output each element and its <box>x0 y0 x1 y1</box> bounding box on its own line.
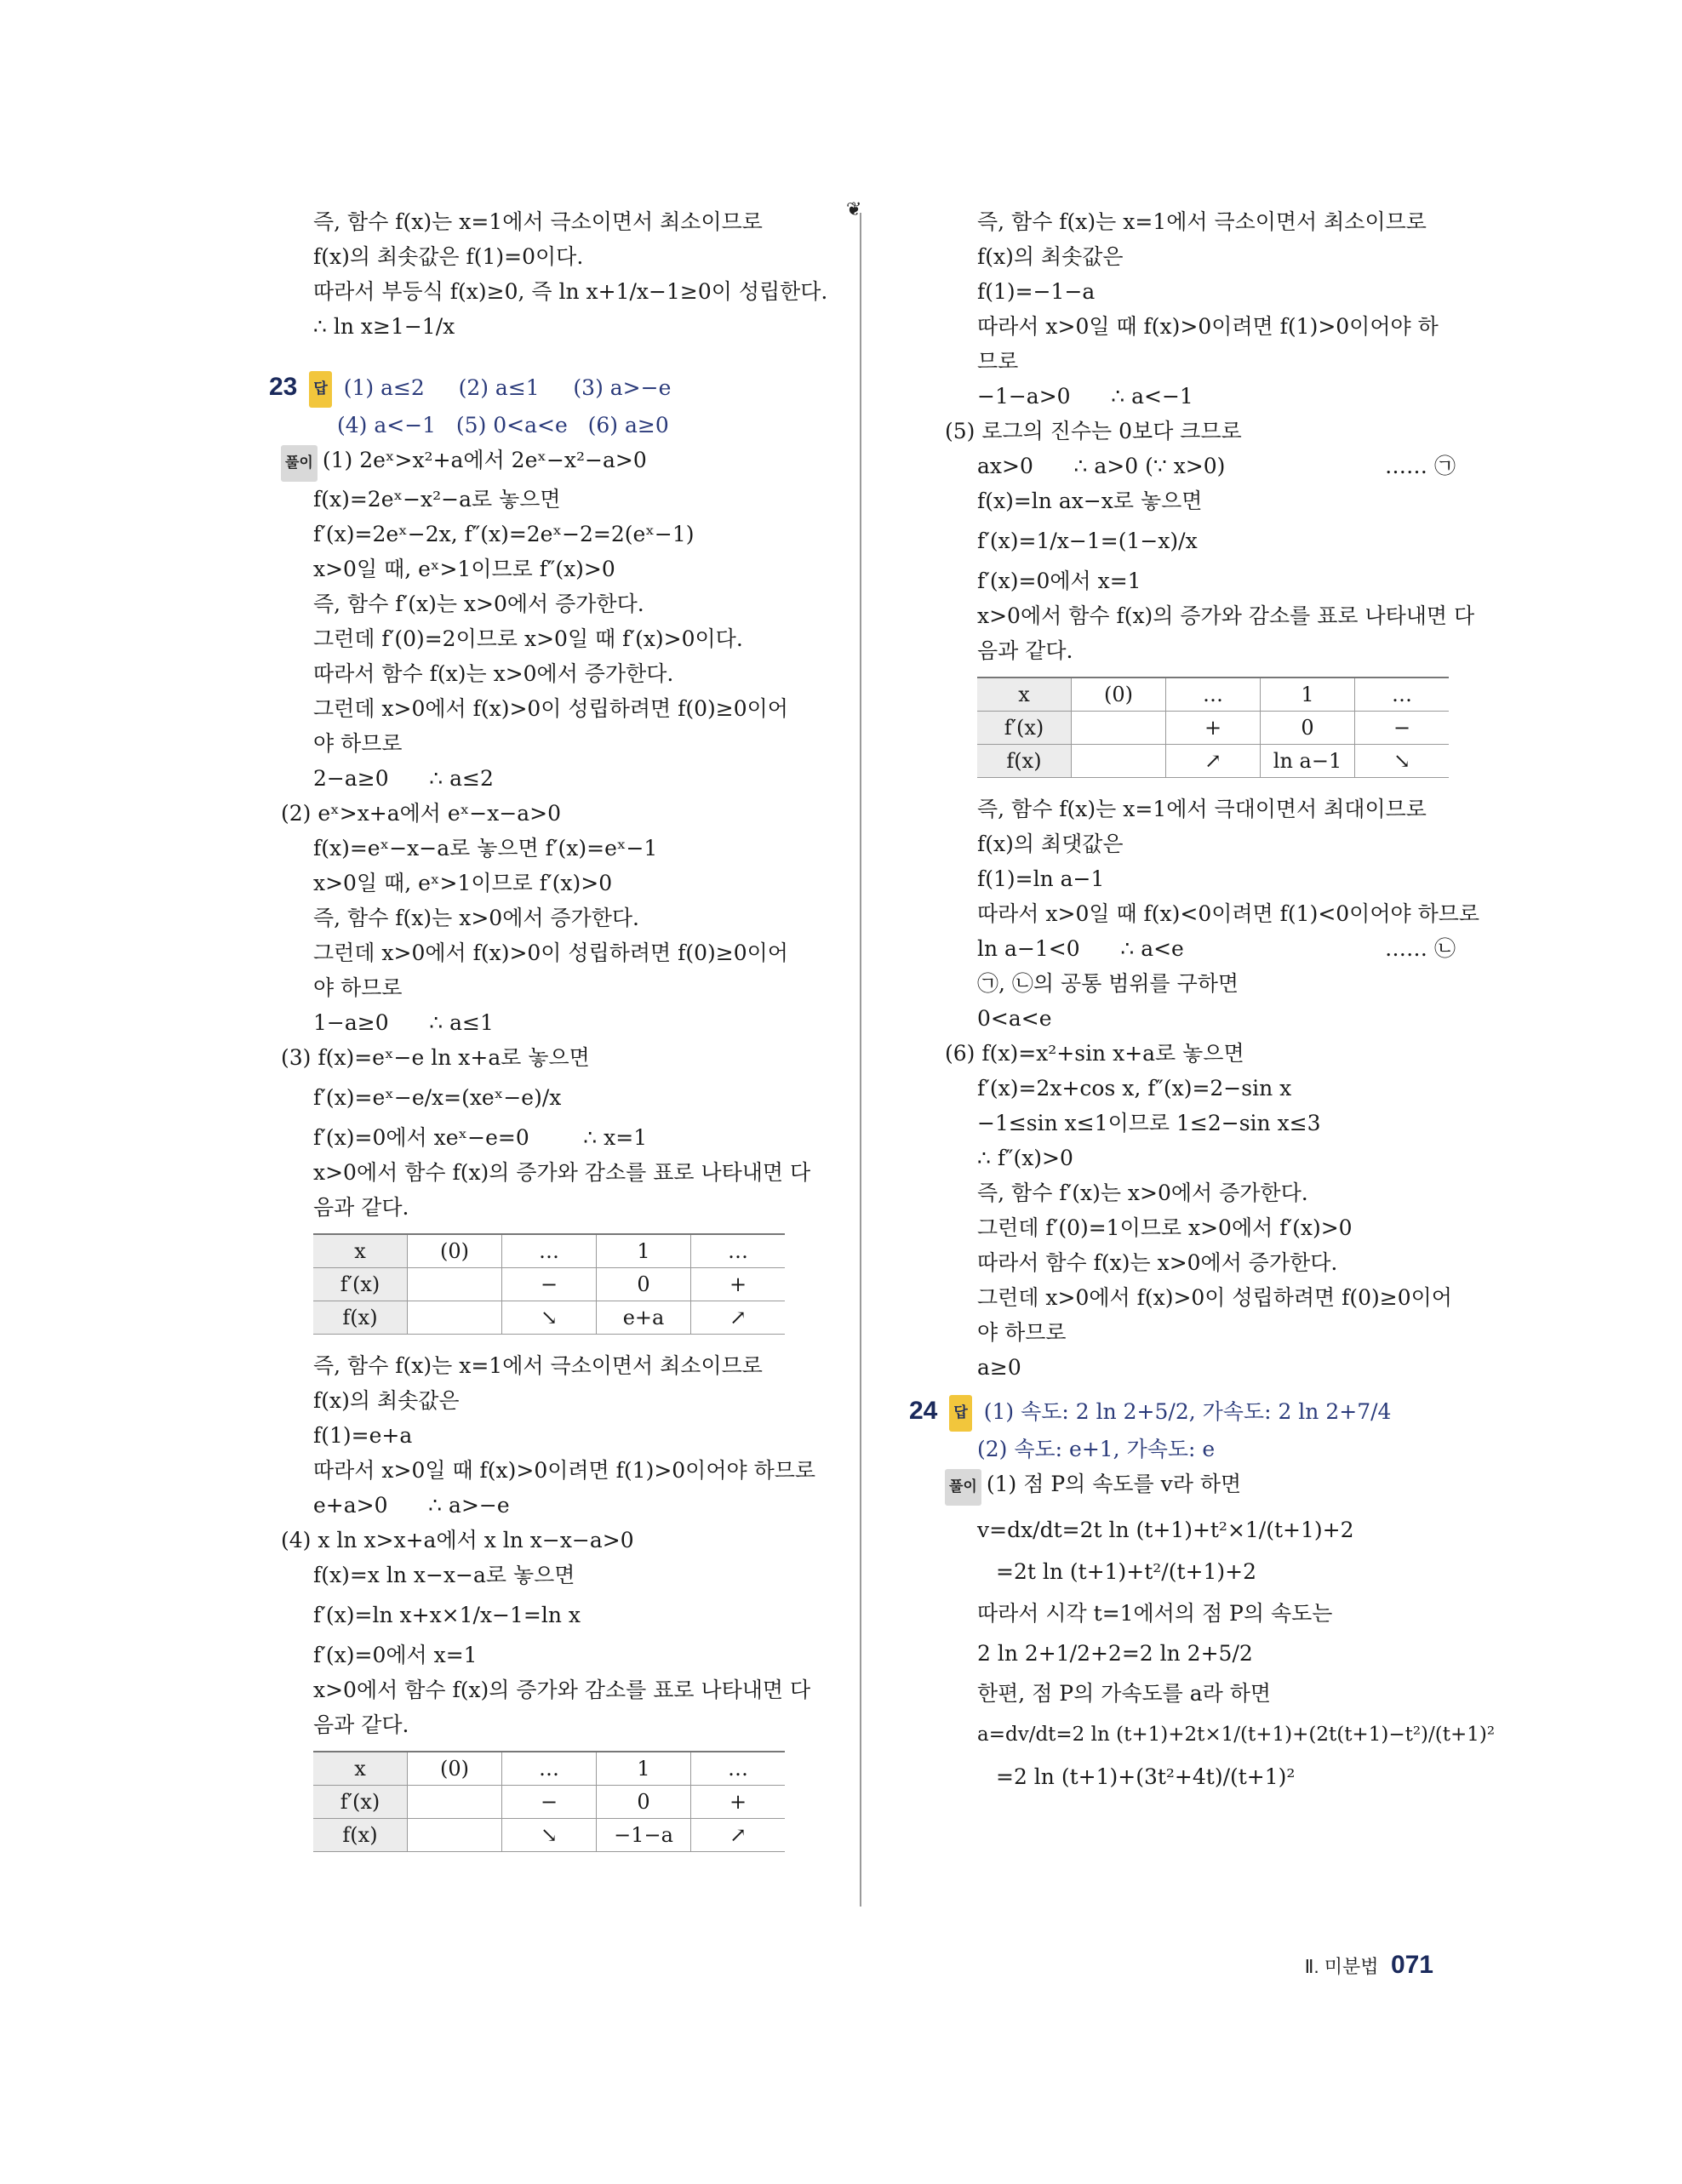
text-line: f′(x)=1/x−1=(1−x)/x <box>977 529 1198 553</box>
q23-answers-row1: (1) a≤2 (2) a≤1 (3) a>−e <box>343 375 672 400</box>
table-cell: − <box>502 1268 597 1301</box>
q24-answer-1: (1) 속도: 2 ln 2+5/2, 가속도: 2 ln 2+7/4 <box>983 1399 1392 1424</box>
text-line: v=dx/dt=2t ln (t+1)+t²×1/(t+1)+2 <box>977 1518 1354 1542</box>
text-line: 즉, 함수 f(x)는 x=1에서 극소이면서 최소이므로 <box>977 209 1427 234</box>
text-line: 즉, 함수 f(x)는 x=1에서 극소이면서 최소이므로 <box>313 209 763 234</box>
table-cell: x <box>313 1234 408 1268</box>
text-line: =2t ln (t+1)+t²/(t+1)+2 <box>996 1559 1256 1584</box>
section-title: Ⅱ. 미분법 <box>1304 1956 1379 1977</box>
text-line: (4) x ln x>x+a에서 x ln x−x−a>0 <box>281 1528 634 1552</box>
solution-tag: 풀이 <box>945 1469 981 1506</box>
text-line: (1) 2eˣ>x²+a에서 2eˣ−x²−a>0 <box>322 448 647 472</box>
table-cell: f′(x) <box>977 712 1072 745</box>
text-line: 따라서 함수 f(x)는 x>0에서 증가한다. <box>977 1250 1338 1275</box>
text-line: f′(x)=eˣ−e/x=(xeˣ−e)/x <box>313 1085 562 1110</box>
table-cell: −1−a <box>597 1819 691 1852</box>
table-cell: 1 <box>597 1234 691 1268</box>
table-cell: … <box>1166 677 1261 712</box>
table-cell: ↘ <box>502 1819 597 1852</box>
q23-part1-head <box>281 443 826 482</box>
text-line: ∴ f″(x)>0 <box>977 1146 1073 1170</box>
text-line: 따라서 x>0일 때 f(x)>0이려면 f(1)>0이어야 하므로 <box>313 1458 816 1483</box>
text-line: ax>0 ∴ a>0 (∵ x>0) <box>977 454 1226 478</box>
text-line: 0<a<e <box>977 1006 1052 1031</box>
variation-table-3 <box>313 1233 785 1335</box>
table-cell <box>408 1819 502 1852</box>
text-line: 즉, 함수 f′(x)는 x>0에서 증가한다. <box>977 1181 1308 1205</box>
text-line: =2 ln (t+1)+(3t²+4t)/(t+1)² <box>996 1764 1296 1789</box>
text-line: f′(x)=0에서 xeˣ−e=0 ∴ x=1 <box>313 1125 648 1150</box>
table-cell <box>408 1301 502 1335</box>
text-line: a=dv/dt=2 ln (t+1)+2t×1/(t+1)+(2t(t+1)−t²)/(t+1)² <box>977 1724 1496 1746</box>
text-line: 따라서 시각 t=1에서의 점 P의 속도는 <box>977 1601 1333 1626</box>
solution-tag: 풀이 <box>281 445 318 482</box>
column-divider <box>860 213 861 1907</box>
text-line: −1−a>0 ∴ a<−1 <box>977 384 1193 409</box>
table-cell <box>408 1268 502 1301</box>
text-line: 한편, 점 P의 가속도를 a라 하면 <box>977 1681 1272 1706</box>
text-line: f′(x)=0에서 x=1 <box>977 569 1141 593</box>
text-line-with-mark <box>945 449 1456 483</box>
table-cell: f′(x) <box>313 1786 408 1819</box>
text-line: f(1)=e+a <box>313 1423 413 1448</box>
table-cell <box>408 1786 502 1819</box>
answer-tag: 답 <box>949 1395 971 1432</box>
mark-nieun: …… ㉡ <box>1385 936 1456 961</box>
text-line: ln a−1<0 ∴ a<e <box>977 936 1184 961</box>
table-cell: ↗ <box>691 1301 786 1335</box>
q24-answer-row <box>909 1393 1456 1432</box>
text-line-with-mark <box>945 931 1456 966</box>
text-line: 음과 같다. <box>313 1195 409 1220</box>
text-line: (1) 점 P의 속도를 v라 하면 <box>986 1472 1242 1496</box>
text-line: 그런데 f′(0)=2이므로 x>0일 때 f′(x)>0이다. <box>313 626 743 651</box>
q24-solution-head <box>945 1466 1456 1506</box>
table-cell: … <box>502 1752 597 1786</box>
q23-answer-row <box>269 369 826 408</box>
right-column <box>909 204 1496 1801</box>
q24-number: 24 <box>909 1397 938 1425</box>
text-line: 즉, 함수 f(x)는 x>0에서 증가한다. <box>313 906 639 930</box>
text-line: 따라서 x>0일 때 f(x)<0이려면 f(1)<0이어야 하므로 <box>977 901 1480 926</box>
text-line: f(x)=eˣ−x−a로 놓으면 f′(x)=eˣ−1 <box>313 836 658 860</box>
table-cell: 0 <box>597 1786 691 1819</box>
text-line: a≥0 <box>977 1355 1021 1380</box>
table-cell: + <box>691 1786 786 1819</box>
text-line: x>0에서 함수 f(x)의 증가와 감소를 표로 나타내면 다 <box>313 1160 811 1185</box>
text-line: ∴ ln x≥1−1/x <box>313 314 455 339</box>
table-cell: 1 <box>597 1752 691 1786</box>
text-line: f(x)=x ln x−x−a로 놓으면 <box>313 1563 575 1587</box>
text-line: f(x)의 최댓값은 <box>977 832 1124 856</box>
text-line: 즉, 함수 f(x)는 x=1에서 극대이면서 최대이므로 <box>977 797 1427 821</box>
text-line: ㉠, ㉡의 공통 범위를 구하면 <box>977 971 1239 996</box>
table-cell: ↗ <box>1166 745 1261 778</box>
table-cell: ↗ <box>691 1819 786 1852</box>
table-cell: ↘ <box>1355 745 1450 778</box>
table-cell: (0) <box>408 1234 502 1268</box>
text-line: 2−a≥0 ∴ a≤2 <box>313 766 494 791</box>
table-cell: f(x) <box>977 745 1072 778</box>
table-cell: … <box>502 1234 597 1268</box>
table-cell: … <box>691 1234 786 1268</box>
text-line: 음과 같다. <box>313 1712 409 1737</box>
table-cell: 1 <box>1261 677 1355 712</box>
q23-answers-row2: (4) a<−1 (5) 0<a<e (6) a≥0 <box>337 413 669 437</box>
text-line: f(x)의 최솟값은 <box>977 244 1124 269</box>
text-line: 야 하므로 <box>313 975 403 1000</box>
q23-number: 23 <box>269 373 298 401</box>
text-line: 야 하므로 <box>313 731 403 756</box>
text-line: f(x)의 최솟값은 f(1)=0이다. <box>313 244 584 269</box>
text-line: f(1)=−1−a <box>977 279 1096 304</box>
text-line: x>0에서 함수 f(x)의 증가와 감소를 표로 나타내면 다 <box>977 603 1475 628</box>
text-line: f(x)=2eˣ−x²−a로 놓으면 <box>313 487 561 512</box>
table-cell: − <box>502 1786 597 1819</box>
text-line: e+a>0 ∴ a>−e <box>313 1493 510 1518</box>
mark-giyeok: …… ㉠ <box>1385 454 1456 478</box>
table-cell: + <box>691 1268 786 1301</box>
text-line: (6) f(x)=x²+sin x+a로 놓으면 <box>945 1041 1244 1066</box>
text-line: −1≤sin x≤1이므로 1≤2−sin x≤3 <box>977 1111 1321 1135</box>
text-line: f′(x)=2eˣ−2x, f″(x)=2eˣ−2=2(eˣ−1) <box>313 522 695 546</box>
text-line: f(1)=ln a−1 <box>977 866 1105 891</box>
text-line: f′(x)=0에서 x=1 <box>313 1643 478 1667</box>
text-line: 즉, 함수 f′(x)는 x>0에서 증가한다. <box>313 592 644 616</box>
text-line: 즉, 함수 f(x)는 x=1에서 극소이면서 최소이므로 <box>313 1353 763 1378</box>
text-line: f′(x)=2x+cos x, f″(x)=2−sin x <box>977 1076 1292 1101</box>
text-line: f(x)=ln ax−x로 놓으면 <box>977 489 1203 513</box>
text-line: 따라서 부등식 f(x)≥0, 즉 ln x+1/x−1≥0이 성립한다. <box>313 279 828 304</box>
table-cell: f(x) <box>313 1301 408 1335</box>
text-line: f′(x)=ln x+x×1/x−1=ln x <box>313 1603 581 1627</box>
text-line: 2 ln 2+1/2+2=2 ln 2+5/2 <box>977 1641 1253 1666</box>
table-cell: ↘ <box>502 1301 597 1335</box>
text-line: 야 하므로 <box>977 1320 1067 1345</box>
table-cell: (0) <box>408 1752 502 1786</box>
table-cell <box>1072 745 1166 778</box>
table-cell: 0 <box>1261 712 1355 745</box>
text-line: 음과 같다. <box>977 638 1073 663</box>
table-cell: f(x) <box>313 1819 408 1852</box>
text-line: (5) 로그의 진수는 0보다 크므로 <box>945 419 1242 443</box>
text-line: x>0일 때, eˣ>1이므로 f′(x)>0 <box>313 871 613 895</box>
left-column <box>269 204 828 1866</box>
table-cell: e+a <box>597 1301 691 1335</box>
table-cell: … <box>691 1752 786 1786</box>
variation-table-4 <box>313 1751 785 1852</box>
text-line: 1−a≥0 ∴ a≤1 <box>313 1010 494 1035</box>
table-cell: + <box>1166 712 1261 745</box>
table-cell: f′(x) <box>313 1268 408 1301</box>
text-line: (3) f(x)=eˣ−e ln x+a로 놓으면 <box>281 1045 590 1070</box>
text-line: 따라서 함수 f(x)는 x>0에서 증가한다. <box>313 661 674 686</box>
table-cell: x <box>977 677 1072 712</box>
table-cell: − <box>1355 712 1450 745</box>
table-cell: x <box>313 1752 408 1786</box>
variation-table-5 <box>977 677 1449 778</box>
answer-tag: 답 <box>309 371 331 408</box>
table-cell: (0) <box>1072 677 1166 712</box>
page-number: 071 <box>1390 1951 1433 1979</box>
text-line: x>0일 때, eˣ>1이므로 f″(x)>0 <box>313 557 615 581</box>
text-line: 므로 <box>977 349 1019 374</box>
table-cell <box>1072 712 1166 745</box>
text-line: 따라서 x>0일 때 f(x)>0이려면 f(1)>0이어야 하 <box>977 314 1439 339</box>
divider-ornament-icon: ❦ <box>846 199 862 220</box>
table-cell: 0 <box>597 1268 691 1301</box>
text-line: x>0에서 함수 f(x)의 증가와 감소를 표로 나타내면 다 <box>313 1678 811 1702</box>
table-cell: … <box>1355 677 1450 712</box>
text-line: 그런데 x>0에서 f(x)>0이 성립하려면 f(0)≥0이어 <box>313 696 788 721</box>
text-line: 그런데 f′(0)=1이므로 x>0에서 f′(x)>0 <box>977 1215 1353 1240</box>
page-footer <box>1305 1951 1433 1980</box>
table-cell: ln a−1 <box>1261 745 1355 778</box>
q24-answer-2: (2) 속도: e+1, 가속도: e <box>977 1437 1216 1461</box>
text-line: (2) eˣ>x+a에서 eˣ−x−a>0 <box>281 801 562 826</box>
text-line: f(x)의 최솟값은 <box>313 1388 460 1413</box>
text-line: 그런데 x>0에서 f(x)>0이 성립하려면 f(0)≥0이어 <box>977 1285 1452 1310</box>
text-line: 그런데 x>0에서 f(x)>0이 성립하려면 f(0)≥0이어 <box>313 940 788 965</box>
